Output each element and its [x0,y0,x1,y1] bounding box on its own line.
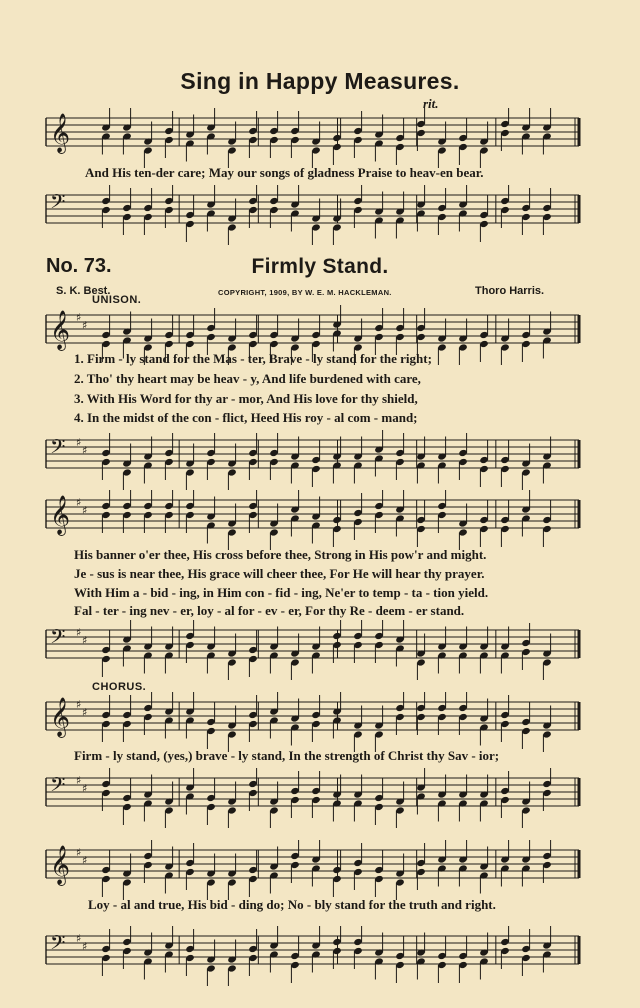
svg-text:𝄞: 𝄞 [50,845,71,885]
svg-text:𝄢: 𝄢 [50,773,66,801]
staff-bass-prev [40,185,585,245]
svg-text:𝄞: 𝄞 [50,495,71,535]
svg-text:♯: ♯ [76,698,82,711]
staff-treble-3 [40,692,585,752]
svg-text:♯: ♯ [82,854,88,867]
staff-treble-4 [40,840,585,900]
svg-text:𝄢: 𝄢 [50,435,66,463]
staff-bass-3 [40,768,585,828]
svg-text:𝄞: 𝄞 [50,113,71,153]
svg-text:♯: ♯ [76,496,82,509]
hymn-number: No. 73. [46,255,112,277]
verse-line-4a: 4. In the midst of the con - flict, Heed His roy - al com - mand; [74,410,418,425]
svg-text:𝄞: 𝄞 [50,697,71,737]
hymn-composer: Thoro Harris. [475,285,545,297]
staff-treble-prev [40,108,585,168]
verse-line-3a: 3. With His Word for thy ar - mor, And His love for thy shield, [74,391,418,406]
svg-text:♯: ♯ [82,319,88,332]
svg-text:♯: ♯ [76,932,82,945]
svg-text:𝄢: 𝄢 [50,931,66,959]
ritardando-mark: rit. [423,96,439,111]
previous-hymn-lyric: And His ten-der care; May our songs of gladness Praise to heav-en bear. [85,165,484,180]
unison-mark: UNISON. [92,294,142,306]
svg-text:𝄞: 𝄞 [50,310,71,350]
staff-bass-1 [40,430,585,490]
svg-text:♯: ♯ [76,626,82,639]
verse-line-4b: Fal - ter - ing nev - er, loy - al for - ev - er, For thy Re - deem - er stand. [74,603,465,618]
verse-line-2b: Je - sus is near thee, His grace will cheer thee, For He will hear thy prayer. [74,566,485,581]
verse-line-1a: 1. Firm - ly stand for the Mas - ter, Brave - ly stand for the right; [74,351,432,366]
svg-text:♯: ♯ [82,634,88,647]
verse-line-3b: With Him a - bid - ing, in Him con - fid - ing, Ne'er to temp - ta - tion yield. [74,585,489,600]
svg-text:𝄢: 𝄢 [50,625,66,653]
svg-text:♯: ♯ [82,940,88,953]
staff-treble-2 [40,490,585,550]
svg-text:♯: ♯ [82,782,88,795]
svg-text:𝄢: 𝄢 [50,190,66,218]
svg-text:♯: ♯ [76,311,82,324]
chorus-line-2: Loy - al and true, His bid - ding do; No - bly stand for the truth and right. [88,897,496,912]
verse-line-1b: His banner o'er thee, His cross before thee, Strong in His pow'r and might. [74,547,487,562]
staff-bass-4 [40,926,585,986]
staff-bass-2 [40,620,585,680]
hymn-title: Firmly Stand. [251,255,389,278]
svg-text:♯: ♯ [82,444,88,457]
svg-text:♯: ♯ [82,504,88,517]
svg-text:♯: ♯ [76,774,82,787]
svg-text:♯: ♯ [82,706,88,719]
chorus-mark: CHORUS. [92,681,147,693]
verse-line-2a: 2. Tho' thy heart may be heav - y, And life burdened with care, [74,371,421,386]
previous-hymn-title: Sing in Happy Measures. [180,68,460,94]
svg-text:♯: ♯ [76,436,82,449]
copyright-notice: COPYRIGHT, 1909, BY W. E. M. HACKLEMAN. [218,288,392,297]
svg-text:♯: ♯ [76,846,82,859]
hymn-author: S. K. Best. [56,285,111,297]
chorus-line-1: Firm - ly stand, (yes,) brave - ly stand, In the strength of Christ thy Sav - ior; [74,748,500,763]
